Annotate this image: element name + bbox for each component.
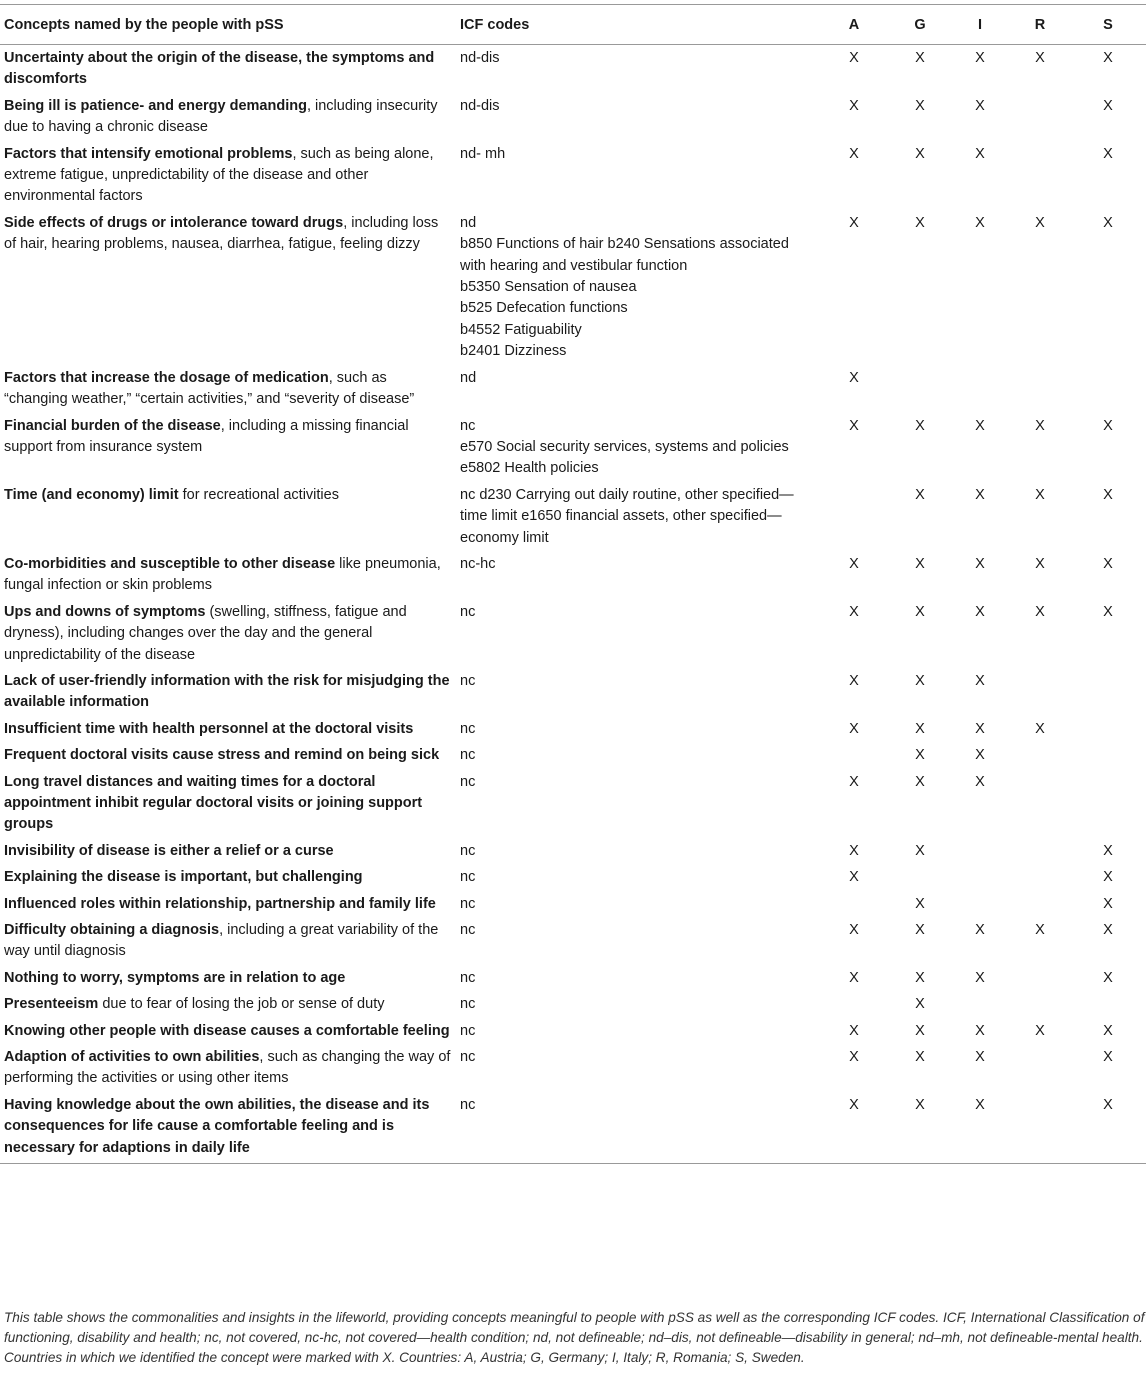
mark-romania: [1010, 769, 1070, 838]
mark-germany: X: [915, 922, 925, 939]
concept-bold-text: Knowing other people with disease causes a comfortable feeling: [4, 1022, 450, 1039]
mark-austria: X: [849, 1022, 859, 1039]
concept-cell: [0, 991, 456, 1017]
mark-austria: X: [849, 842, 859, 859]
mark-austria: X: [849, 417, 859, 434]
mark-italy: X: [975, 747, 985, 764]
mark-sweden: [1070, 991, 1146, 1017]
icf-code-cell: nc: [460, 603, 476, 620]
concept-bold-text: Financial burden of the disease: [4, 417, 221, 434]
mark-sweden: X: [1103, 1049, 1113, 1066]
mark-austria: X: [849, 50, 859, 66]
mark-germany: X: [915, 486, 925, 503]
mark-italy: X: [975, 603, 985, 620]
mark-romania: [1010, 93, 1070, 141]
concept-bold-text: Frequent doctoral visits cause stress and remind on being sick: [4, 747, 440, 764]
concept-bold-text: Influenced roles within relationship, partnership and family life: [4, 895, 436, 912]
mark-austria: X: [849, 773, 859, 790]
header-sweden: S: [1070, 5, 1146, 45]
mark-sweden: X: [1103, 603, 1113, 620]
mark-austria: X: [849, 555, 859, 572]
icf-code-cell: nd- mh: [460, 145, 506, 162]
concept-detail-text: , including a great variability of the way until diagnosis: [4, 922, 439, 960]
mark-germany: X: [915, 603, 925, 620]
concept-bold-text: Presenteeism: [4, 996, 99, 1013]
mark-romania: X: [1035, 922, 1045, 939]
header-austria: A: [818, 5, 890, 45]
mark-germany: X: [915, 672, 925, 689]
icf-code-cell: nc: [460, 1022, 476, 1039]
mark-italy: X: [975, 720, 985, 737]
mark-sweden: X: [1070, 1092, 1146, 1164]
header-row: [0, 5, 1146, 45]
mark-sweden: X: [1103, 1022, 1113, 1039]
header-romania: R: [1010, 5, 1070, 45]
concept-detail-text: due to fear of losing the job or sense of duty: [98, 996, 385, 1013]
icf-code-cell: nc d230 Carrying out daily routine, other specified—time limit e1650 financial assets, other specified—economy limit: [460, 486, 794, 546]
icf-code-cell: nc: [460, 1049, 476, 1066]
icf-code-cell: nc e570 Social security services, systems and policies e5802 Health policies: [460, 417, 789, 477]
mark-austria: X: [849, 869, 859, 886]
table-row: [0, 838, 1146, 864]
mark-austria: X: [849, 720, 859, 737]
mark-sweden: X: [1103, 895, 1113, 912]
mark-romania: [1010, 864, 1070, 890]
mark-romania: [1010, 1092, 1070, 1164]
mark-germany: X: [915, 145, 925, 162]
mark-austria: X: [849, 145, 859, 162]
concept-bold-text: Time (and economy) limit: [4, 486, 179, 503]
concept-bold-text: Having knowledge about the own abilities, the disease and its consequences for life cause a comfortable feeling and is necessary for adaptions in daily life: [4, 1096, 430, 1156]
concept-bold-text: Invisibility of disease is either a relief or a curse: [4, 842, 334, 859]
mark-romania: [1010, 891, 1070, 917]
icf-code-cell: nc: [456, 1092, 818, 1164]
concept-detail-text: , including insecurity due to having a chronic disease: [4, 97, 438, 136]
icf-code-cell: nc: [460, 773, 476, 790]
concept-cell: [0, 482, 456, 551]
mark-sweden: [1070, 365, 1146, 413]
concept-cell: [0, 769, 456, 838]
table-row: [0, 45, 1146, 93]
table-row: [0, 716, 1146, 742]
mark-italy: X: [975, 1022, 985, 1039]
mark-romania: [1010, 991, 1070, 1017]
mark-germany: X: [915, 97, 925, 114]
table-row: [0, 1092, 1146, 1164]
mark-italy: X: [975, 417, 985, 434]
icf-code-cell: nc: [460, 969, 476, 986]
mark-sweden: X: [1103, 97, 1113, 114]
mark-germany: X: [915, 214, 925, 231]
icf-code-cell: nc: [460, 996, 476, 1013]
concept-cell: [0, 864, 456, 890]
header-germany: G: [890, 5, 950, 45]
table-row: [0, 668, 1146, 716]
mark-romania: [1010, 742, 1070, 768]
mark-italy: X: [975, 969, 985, 986]
table-row: [0, 93, 1146, 141]
concept-detail-text: , such as “changing weather,” “certain activities,” and “severity of disease”: [4, 369, 415, 408]
header-icf-codes: ICF codes: [456, 5, 818, 45]
concept-bold-text: Long travel distances and waiting times for a doctoral appointment inhibit regular doctoral visits or joining support groups: [4, 773, 423, 833]
concept-cell: [0, 1044, 456, 1092]
table-row: [0, 965, 1146, 991]
table-row: [0, 1018, 1146, 1044]
mark-italy: [950, 864, 1010, 890]
mark-italy: X: [975, 555, 985, 572]
concept-detail-text: like pneumonia, fungal infection or skin problems: [4, 555, 441, 594]
concept-cell: [0, 891, 456, 917]
concept-cell: [0, 742, 456, 768]
mark-germany: X: [915, 747, 925, 764]
mark-austria: X: [849, 969, 859, 986]
table-row: [0, 917, 1146, 965]
mark-sweden: [1070, 716, 1146, 742]
mark-italy: X: [975, 97, 985, 114]
concept-bold-text: Lack of user-friendly information with the risk for misjudging the available information: [4, 672, 450, 711]
mark-germany: X: [915, 996, 925, 1013]
mark-germany: X: [915, 773, 925, 790]
mark-italy: X: [975, 145, 985, 162]
mark-sweden: X: [1103, 417, 1113, 434]
table-footnotes: [0, 1308, 1146, 1368]
concept-bold-text: Ups and downs of symptoms: [4, 603, 206, 620]
mark-romania: [1010, 965, 1070, 991]
mark-germany: X: [915, 895, 925, 912]
table-row: [0, 991, 1146, 1017]
mark-sweden: [1070, 668, 1146, 716]
mark-austria: [818, 891, 890, 917]
concept-cell: [0, 413, 456, 482]
mark-italy: X: [975, 672, 985, 689]
mark-romania: X: [1035, 486, 1045, 503]
concept-cell: [0, 45, 456, 93]
concepts-table: [0, 4, 1146, 1164]
mark-italy: X: [975, 486, 985, 503]
table-row: [0, 864, 1146, 890]
table-row: [0, 141, 1146, 210]
concept-bold-text: Explaining the disease is important, but challenging: [4, 869, 363, 886]
mark-germany: X: [915, 969, 925, 986]
concept-detail-text: , including a missing financial support from insurance system: [4, 417, 409, 455]
table-row: [0, 365, 1146, 413]
concept-cell: [0, 838, 456, 864]
mark-italy: [950, 365, 1010, 413]
mark-romania: X: [1035, 417, 1045, 434]
icf-code-cell: nc: [460, 895, 476, 912]
concept-bold-text: Adaption of activities to own abilities: [4, 1049, 260, 1066]
mark-germany: X: [915, 417, 925, 434]
header-italy: I: [950, 5, 1010, 45]
mark-austria: X: [849, 97, 859, 114]
footnote-countries: Countries in which we identified the concept were marked with X. Countries: A, Austria; G, Germany; I, Italy; R, Romania; S, Sweden.: [4, 1350, 805, 1365]
concept-detail-text: , including loss of hair, hearing problems, nausea, diarrhea, fatigue, feeling dizzy: [4, 214, 439, 253]
concept-cell: [0, 917, 456, 965]
concept-cell: [0, 965, 456, 991]
icf-code-cell: nc: [460, 922, 476, 939]
icf-code-cell: nc: [460, 720, 476, 737]
mark-sweden: [1070, 769, 1146, 838]
mark-germany: [890, 864, 950, 890]
icf-code-cell: nd-dis: [460, 50, 500, 66]
concept-bold-text: Co-morbidities and susceptible to other disease: [4, 555, 336, 572]
mark-romania: X: [1035, 720, 1045, 737]
concept-cell: [0, 93, 456, 141]
mark-italy: [950, 991, 1010, 1017]
mark-germany: X: [890, 1092, 950, 1164]
concept-detail-text: , such as changing the way of performing the activities or using other items: [4, 1049, 451, 1087]
mark-sweden: X: [1103, 842, 1113, 859]
concept-bold-text: Difficulty obtaining a diagnosis: [4, 922, 220, 939]
mark-austria: X: [849, 214, 859, 231]
concept-bold-text: Nothing to worry, symptoms are in relation to age: [4, 969, 346, 986]
concept-bold-text: Side effects of drugs or intolerance toward drugs: [4, 214, 344, 231]
table-row: [0, 742, 1146, 768]
mark-italy: X: [975, 1049, 985, 1066]
mark-germany: X: [915, 1049, 925, 1066]
mark-romania: X: [1035, 603, 1045, 620]
icf-code-cell: nc: [460, 869, 476, 886]
concept-bold-text: Factors that increase the dosage of medication: [4, 369, 329, 386]
icf-code-cell: nc-hc: [460, 555, 496, 572]
mark-romania: X: [1035, 214, 1045, 231]
mark-sweden: X: [1103, 922, 1113, 939]
mark-romania: [1010, 668, 1070, 716]
mark-sweden: [1070, 742, 1146, 768]
concept-bold-text: Factors that intensify emotional problems: [4, 145, 293, 162]
mark-germany: X: [915, 555, 925, 572]
mark-sweden: X: [1103, 145, 1113, 162]
table-row: [0, 210, 1146, 365]
mark-sweden: X: [1103, 214, 1113, 231]
mark-italy: X: [975, 214, 985, 231]
mark-italy: [950, 891, 1010, 917]
concept-cell: [0, 1018, 456, 1044]
mark-italy: X: [950, 1092, 1010, 1164]
mark-germany: [890, 365, 950, 413]
mark-austria: [818, 482, 890, 551]
icf-code-cell: nd b850 Functions of hair b240 Sensations associated with hearing and vestibular function b5350 Sensation of nausea b525 Defecation functions b4552 Fatiguability b2401 Dizziness: [460, 214, 789, 360]
concept-bold-text: Insufficient time with health personnel at the doctoral visits: [4, 720, 414, 737]
concept-cell: [0, 668, 456, 716]
icf-code-cell: nd: [460, 369, 477, 386]
icf-code-cell: nd-dis: [460, 97, 500, 114]
icf-code-cell: nc: [460, 842, 476, 859]
mark-romania: [1010, 838, 1070, 864]
mark-germany: X: [915, 720, 925, 737]
mark-italy: [950, 838, 1010, 864]
table-row: [0, 1044, 1146, 1092]
table-row: [0, 482, 1146, 551]
table-row: [0, 551, 1146, 599]
mark-romania: X: [1035, 555, 1045, 572]
mark-italy: X: [975, 50, 985, 66]
table-row: [0, 413, 1146, 482]
concept-cell: [0, 716, 456, 742]
concept-cell: [0, 365, 456, 413]
icf-code-cell: nc: [460, 672, 476, 689]
mark-austria: X: [849, 672, 859, 689]
mark-austria: [818, 742, 890, 768]
mark-romania: [1010, 1044, 1070, 1092]
mark-sweden: X: [1103, 50, 1113, 66]
mark-sweden: X: [1103, 486, 1113, 503]
mark-austria: [818, 991, 890, 1017]
header-concept: Concepts named by the people with pSS: [0, 5, 456, 45]
concept-cell: [0, 599, 456, 668]
mark-sweden: X: [1103, 869, 1113, 886]
mark-sweden: X: [1103, 555, 1113, 572]
concept-detail-text: (swelling, stiffness, fatigue and dryness), including changes over the day and the general unpredictability of the disease: [4, 603, 407, 663]
mark-austria: X: [849, 369, 859, 386]
concept-bold-text: Uncertainty about the origin of the disease, the symptoms and discomforts: [4, 50, 435, 88]
icf-code-cell: nc: [460, 747, 476, 764]
mark-austria: X: [849, 603, 859, 620]
mark-austria: X: [849, 922, 859, 939]
mark-italy: X: [975, 922, 985, 939]
mark-romania: X: [1035, 50, 1045, 66]
table-row: [0, 891, 1146, 917]
concept-cell: [0, 141, 456, 210]
mark-austria: X: [849, 1049, 859, 1066]
mark-romania: [1010, 365, 1070, 413]
mark-germany: X: [915, 1022, 925, 1039]
concept-cell: [0, 551, 456, 599]
mark-romania: X: [1035, 1022, 1045, 1039]
concept-detail-text: , such as being alone, extreme fatigue, unpredictability of the disease and other environmental factors: [4, 145, 434, 205]
footnote-description: This table shows the commonalities and insights in the lifeworld, providing concepts meaningful to people with pSS as well as the corresponding ICF codes. ICF, International Classification of functioning, disability and health; nc, not covered, nc-hc, not covered—health condition; nd, not defineable; nd–dis, not defineable—disability in general; nd–mh, not defineable-mental health.: [4, 1310, 1145, 1345]
mark-sweden: X: [1103, 969, 1113, 986]
mark-germany: X: [915, 50, 925, 66]
mark-germany: X: [915, 842, 925, 859]
table-body: [0, 45, 1146, 1164]
mark-austria: X: [818, 1092, 890, 1164]
mark-italy: X: [975, 773, 985, 790]
table-row: [0, 769, 1146, 838]
concept-cell: [0, 1092, 456, 1164]
concept-cell: [0, 210, 456, 365]
concept-bold-text: Being ill is patience- and energy demanding: [4, 97, 307, 114]
concept-detail-text: for recreational activities: [178, 486, 339, 503]
mark-romania: [1010, 141, 1070, 210]
table-row: [0, 599, 1146, 668]
